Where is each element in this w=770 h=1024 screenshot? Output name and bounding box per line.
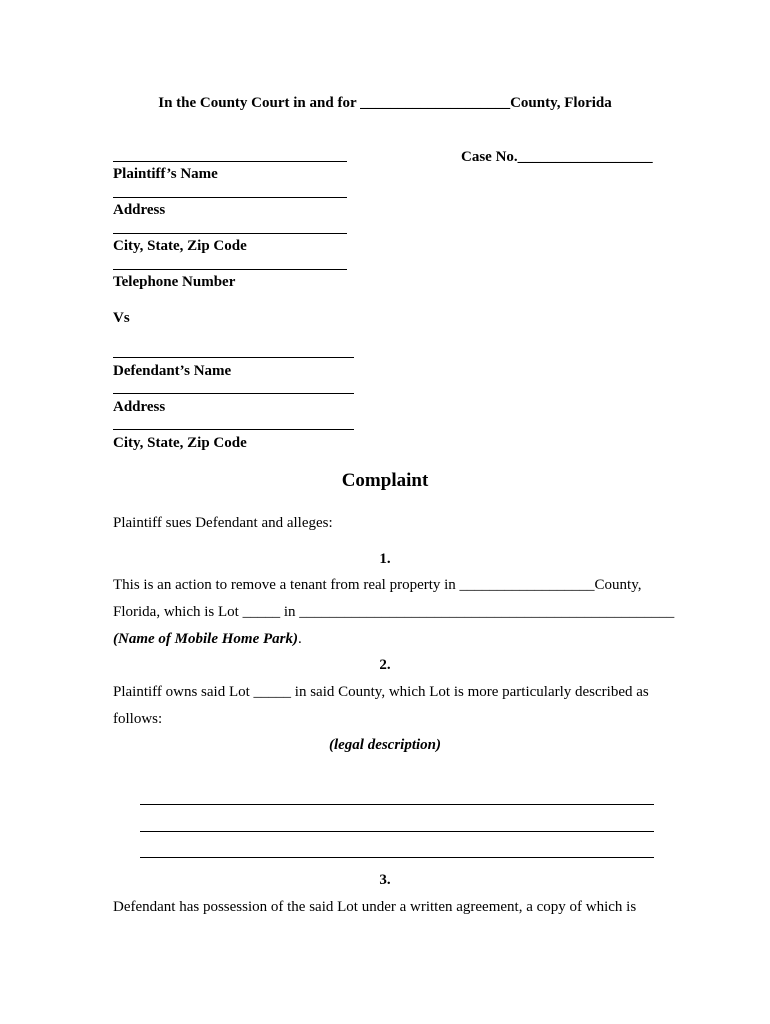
paragraph-3-line-1: Defendant has possession of the said Lot under a written agreement, a copy of which is [113,899,637,915]
park-name-placeholder: (Name of Mobile Home Park) [113,631,298,647]
legal-description-line-1 [140,804,654,805]
defendant-name-label: Defendant’s Name [113,363,232,379]
plaintiff-phone-label: Telephone Number [113,274,236,290]
legal-description-line-2 [140,831,654,832]
versus-label: Vs [113,310,130,326]
defendant-city-label: City, State, Zip Code [113,435,247,451]
plaintiff-name-label: Plaintiff’s Name [113,166,218,182]
defendant-name-line [113,357,354,358]
paragraph-1-line-2: Florida, which is Lot _____ in __________________________________________________ [113,604,675,620]
defendant-address-label: Address [113,399,166,415]
plaintiff-address-label: Address [113,202,166,218]
paragraph-2-line-1: Plaintiff owns said Lot _____ in said County, which Lot is more particularly described as [113,684,649,700]
paragraph-3-number: 3. [379,872,391,888]
defendant-city-line [113,429,354,430]
plaintiff-city-label: City, State, Zip Code [113,238,247,254]
legal-description-placeholder: (legal description) [328,737,442,753]
paragraph-1-line-1: This is an action to remove a tenant from real property in __________________County, [113,577,642,593]
plaintiff-phone-line [113,269,347,270]
legal-description-line-3 [140,857,654,858]
plaintiff-city-line [113,233,347,234]
case-number: Case No.__________________ [461,149,653,165]
court-heading: In the County Court in and for ____________________County, Florida [158,95,612,111]
paragraph-2-number: 2. [379,657,391,673]
paragraph-1-line-3 [113,630,302,648]
intro-text: Plaintiff sues Defendant and alleges: [113,515,333,531]
paragraph-1-number: 1. [379,551,391,567]
defendant-address-line [113,393,354,394]
document-title: Complaint [341,470,429,491]
plaintiff-name-line [113,161,347,162]
park-name-suffix: . [297,631,302,647]
plaintiff-address-line [113,197,347,198]
paragraph-2-line-2: follows: [113,711,163,727]
